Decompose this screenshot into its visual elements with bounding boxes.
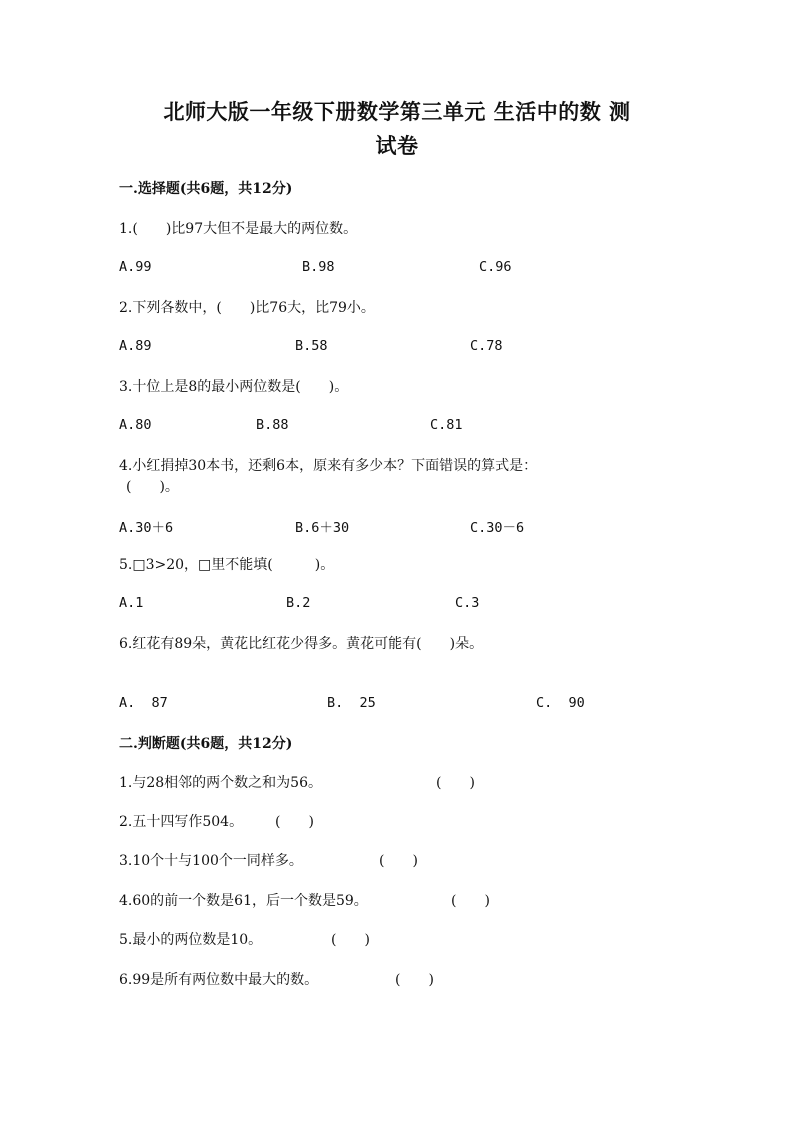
mc-3-option-a[interactable]: A.80: [119, 417, 152, 433]
mc-1-option-a[interactable]: A.99: [119, 259, 152, 275]
question-number: 2.: [119, 300, 133, 316]
mc-3-option-c[interactable]: C.81: [430, 417, 463, 433]
question-text: 60的前一个数是61，后一个数是59。: [132, 893, 368, 909]
question-text: 下列各数中，( )比76大，比79小。: [132, 300, 375, 316]
tf-question-4: [119, 890, 368, 910]
question-number: 2.: [119, 814, 133, 830]
question-text: 与28相邻的两个数之和为56。: [132, 775, 322, 791]
title-line-2: 试卷: [375, 133, 419, 158]
mc-2-option-c[interactable]: C.78: [470, 338, 503, 354]
question-text: 99是所有两位数中最大的数。: [132, 972, 319, 988]
mc-4-option-c[interactable]: C.30－6: [470, 520, 525, 536]
question-number: 6.: [119, 972, 133, 988]
mc-5-option-b[interactable]: B.2: [286, 595, 311, 611]
mc-question-2: [119, 297, 375, 317]
question-number: 4.: [119, 893, 133, 909]
question-number: 3.: [119, 853, 133, 869]
title-line-1: 北师大版一年级下册数学第三单元 生活中的数 测: [163, 99, 631, 124]
mc-6-option-a[interactable]: A. 87: [119, 695, 168, 711]
question-text: 五十四写作504。: [132, 814, 244, 830]
mc-question-5: [119, 554, 334, 574]
tf-1-answer-blank[interactable]: ( ): [436, 775, 475, 791]
question-number: 5.: [119, 932, 133, 948]
mc-1-option-c[interactable]: C.96: [479, 259, 512, 275]
tf-3-answer-blank[interactable]: ( ): [379, 853, 418, 869]
mc-2-option-b[interactable]: B.58: [295, 338, 328, 354]
mc-6-option-b[interactable]: B. 25: [327, 695, 376, 711]
question-number: 1.: [119, 775, 133, 791]
mc-question-3: [119, 376, 348, 396]
question-text: □3>20，□里不能填( )。: [132, 557, 335, 573]
question-number: 4.: [119, 458, 133, 474]
question-text: 小红捐掉30本书，还剩6本，原来有多少本？下面错误的算式是：: [132, 458, 538, 474]
mc-4-option-b[interactable]: B.6＋30: [295, 520, 350, 536]
question-text: ( )比97大但不是最大的两位数。: [132, 221, 358, 237]
question-text: 十位上是8的最小两位数是( )。: [132, 379, 349, 395]
question-number: 1.: [119, 221, 133, 237]
question-number: 6.: [119, 636, 133, 652]
tf-5-answer-blank[interactable]: ( ): [331, 932, 370, 948]
exam-title: [120, 95, 674, 163]
question-number: 5.: [119, 557, 133, 573]
question-number: 3.: [119, 379, 133, 395]
tf-question-3: [119, 850, 303, 870]
mc-3-option-b[interactable]: B.88: [256, 417, 289, 433]
mc-4-answer-blank: ( )。: [126, 479, 179, 495]
mc-1-option-b[interactable]: B.98: [302, 259, 335, 275]
mc-2-option-a[interactable]: A.89: [119, 338, 152, 354]
mc-6-option-c[interactable]: C. 90: [536, 695, 585, 711]
question-text: 最小的两位数是10。: [132, 932, 263, 948]
mc-5-option-c[interactable]: C.3: [455, 595, 480, 611]
mc-4-option-a[interactable]: A.30＋6: [119, 520, 174, 536]
tf-6-answer-blank[interactable]: ( ): [395, 972, 434, 988]
question-text: 10个十与100个一同样多。: [132, 853, 303, 869]
mc-5-option-a[interactable]: A.1: [119, 595, 144, 611]
question-text: 红花有89朵，黄花比红花少得多。黄花可能有( )朵。: [132, 636, 484, 652]
mc-question-6: [119, 633, 483, 653]
tf-4-answer-blank[interactable]: ( ): [451, 893, 490, 909]
tf-question-1: [119, 772, 322, 792]
section-heading-multiple-choice: 一.选择题(共6题，共12分): [119, 181, 293, 197]
tf-question-2: [119, 811, 243, 831]
mc-question-1: [119, 218, 357, 238]
tf-2-answer-blank[interactable]: ( ): [275, 814, 314, 830]
tf-question-6: [119, 969, 318, 989]
mc-question-4: [119, 455, 537, 475]
tf-question-5: [119, 929, 262, 949]
section-heading-true-false: 二.判断题(共6题，共12分): [119, 736, 293, 752]
